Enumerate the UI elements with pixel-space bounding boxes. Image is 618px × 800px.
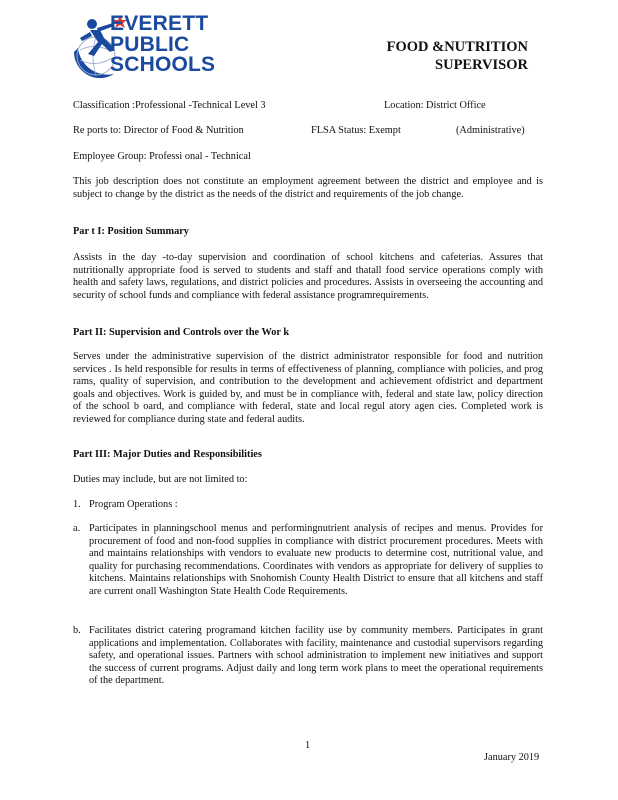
list-marker: a.: [73, 523, 81, 534]
logo-wordmark: [110, 14, 215, 76]
part2-paragraph: Serves under the administrative supervision of the district administrator responsible for food and nutrition services . Is held responsible for results in terms of effectiveness of planning, compliance with policies, and prog rams, quality of supervision, and contribution to the development and achievement ofdistrict and department goals and objectives. Work is guided by, and must be in compliance with, federal and state law, policy direction of the school b oard, and compliance with federal, state and local regul atory agen cies. Completed work is reviewed for compliance during state and federal audits.: [73, 351, 543, 425]
classification-text: Classification :Professional -Technical Level 3: [73, 100, 266, 111]
reports-to-text: Re ports to: Director of Food & Nutrition: [73, 125, 244, 136]
list-item-body: Participates in planningschool menus and performingnutrient analysis of recipes and menus. Provides for procurement of food and non-food supplies in compliance with district procurement procedures. Meets with and maintains relationships with vendors to evaluate new products to determine cost, nutritional value, and quality for purchasing recommendations. Coordinates with vendors as appropriate for delivery of supplies to kitchens. Maintains relationships with Snohomish County Health District to ensure that all kitchens and staff are current onall Washington State Health Code Requirements.: [89, 523, 543, 597]
part1-paragraph: Assists in the day -to-day supervision and coordination of school kitchens and cafeterias. Assures that nutritionally appropriate food is served to students and staff and thatall food service operations comply with health and safety laws, regulations, and district policies and procedures. Assists in overseeing the accounting and security of school funds and compliance with federal assistance programrequirements.: [73, 252, 543, 301]
numbered-item-1: [73, 499, 543, 513]
flsa-status-text: FLSA Status: Exempt: [311, 125, 401, 136]
location-text: Location: District Office: [384, 100, 486, 111]
list-marker: b.: [73, 625, 81, 636]
logo-line-2: PUBLIC: [110, 32, 190, 56]
logo-line-1: EVERETT: [110, 12, 209, 35]
intro-paragraph: This job description does not constitute an employment agreement between the district and employee and is subject to change by the district as the needs of the district and requirements of the job change.: [73, 176, 543, 200]
part1-heading: Par t I: Position Summary: [73, 226, 189, 237]
employee-group-text: Employee Group: Professi onal - Technical: [73, 151, 251, 162]
duties-intro-text: Duties may include, but are not limited to:: [73, 474, 248, 485]
page-number: 1: [305, 740, 311, 751]
list-item-body: Facilitates district catering programand kitchen facility use by community members. Participates in grant applications and implementation. Collaborates with facility, maintenance and custodial supervisors regarding safety, and operational issues. Partners with school administration to implement new initiatives and support the success of current programs. Adjust daily and long term work plans to meet the operational requirements of the department.: [89, 625, 543, 687]
numbered-item-label: Program Operations :: [89, 499, 178, 510]
district-logo: [70, 12, 245, 80]
part3-heading: Part III: Major Duties and Responsibilities: [73, 449, 262, 460]
job-title-line-2: SUPERVISOR: [435, 57, 528, 73]
job-title: [387, 38, 528, 74]
footer-date: January 2019: [484, 752, 540, 763]
part2-heading: Part II: Supervision and Controls over the Wor k: [73, 327, 290, 338]
list-item-b: [73, 625, 543, 705]
list-item-a: [73, 523, 543, 613]
flsa-type-text: (Administrative): [456, 125, 525, 136]
logo-line-3: SCHOOLS: [110, 53, 216, 76]
job-title-line-1: FOOD &NUTRITION: [386, 39, 528, 55]
list-marker: 1.: [73, 499, 81, 510]
